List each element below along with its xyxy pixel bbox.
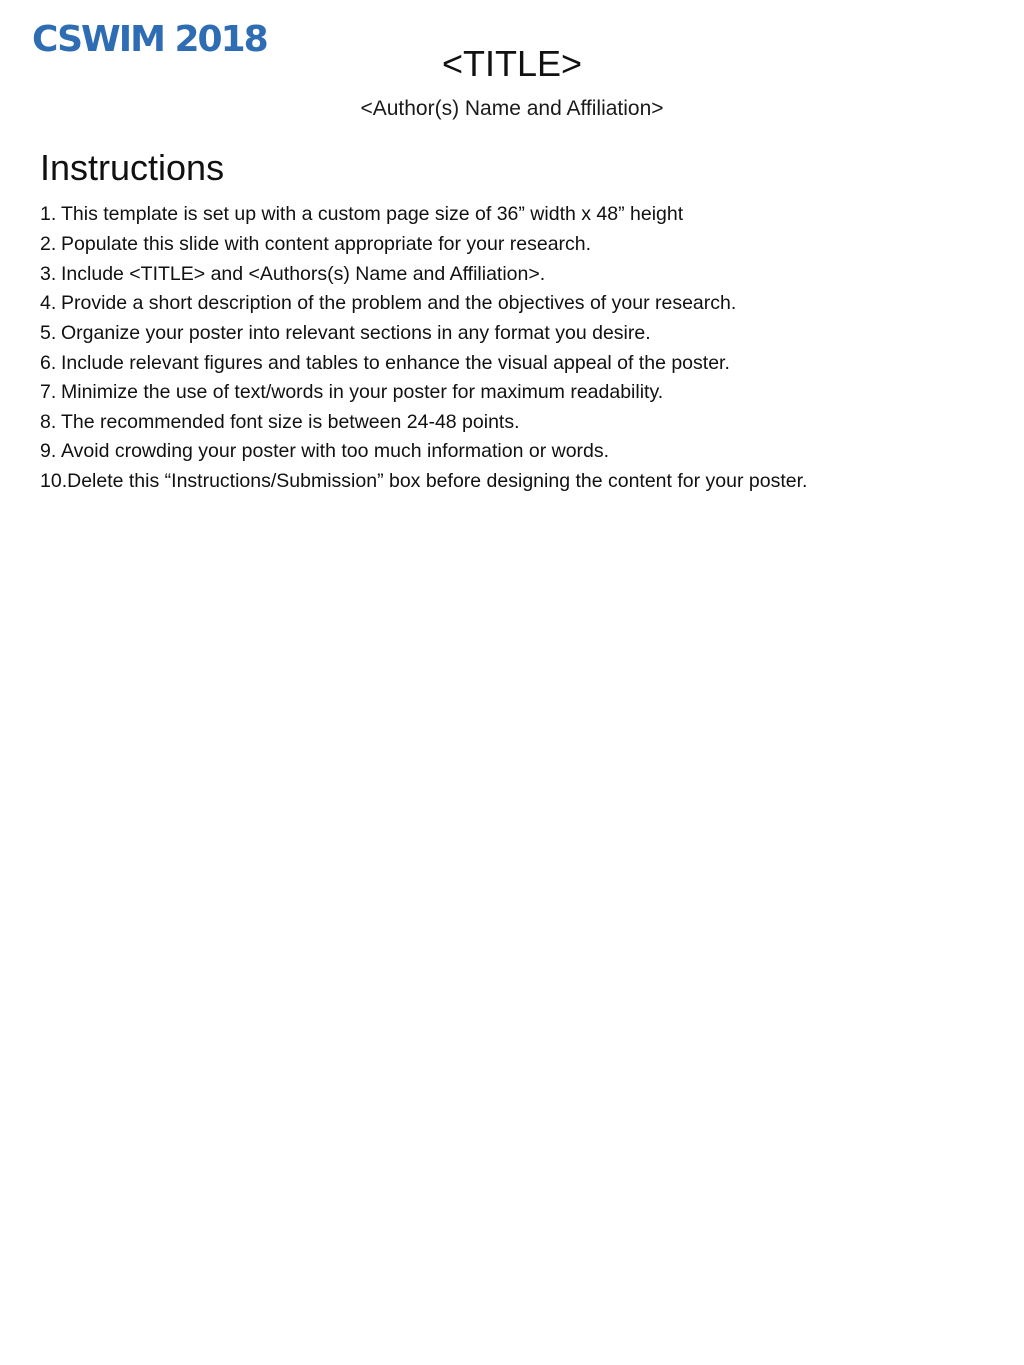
instruction-number: 8. xyxy=(40,410,57,433)
instruction-text: Include relevant figures and tables to enhance the visual appeal of the poster. xyxy=(61,351,730,374)
instruction-item xyxy=(40,259,807,289)
poster-title: <TITLE> xyxy=(441,43,583,84)
instruction-number: 1. xyxy=(40,203,57,226)
instruction-item xyxy=(40,437,807,467)
instructions-list xyxy=(40,200,807,496)
instruction-item xyxy=(40,348,807,378)
instruction-text: Organize your poster into relevant sections in any format you desire. xyxy=(61,321,651,344)
instruction-text: Populate this slide with content appropriate for your research. xyxy=(61,232,592,255)
poster-authors: <Author(s) Name and Affiliation> xyxy=(360,97,664,120)
instructions-heading: Instructions xyxy=(40,147,225,188)
instruction-item xyxy=(40,319,807,349)
instruction-text: Minimize the use of text/words in your poster for maximum readability. xyxy=(61,381,664,404)
instruction-item xyxy=(40,230,807,260)
instruction-number: 4. xyxy=(40,292,57,315)
instruction-text: Include <TITLE> and <Authors(s) Name and Affiliation>. xyxy=(61,262,546,285)
instruction-text: The recommended font size is between 24-48 points. xyxy=(61,410,520,433)
instruction-item xyxy=(40,200,807,230)
instruction-text: Avoid crowding your poster with too much information or words. xyxy=(61,440,610,463)
instruction-text: Provide a short description of the problem and the objectives of your research. xyxy=(61,292,737,315)
instruction-text: Delete this “Instructions/Submission” box before designing the content for your poster. xyxy=(67,470,808,493)
instruction-text: This template is set up with a custom page size of 36” width x 48” height xyxy=(61,203,684,226)
instruction-number: 5. xyxy=(40,321,57,344)
instruction-number: 2. xyxy=(40,232,57,255)
instruction-item xyxy=(40,289,807,319)
instruction-number: 7. xyxy=(40,381,57,404)
instruction-number: 3. xyxy=(40,262,57,285)
instruction-item xyxy=(40,407,807,437)
cswim-logo: CSWIM 2018 xyxy=(32,19,267,60)
instruction-number: 10. xyxy=(40,470,68,493)
instruction-number: 9. xyxy=(40,440,57,463)
instruction-item xyxy=(40,467,807,497)
instruction-number: 6. xyxy=(40,351,57,374)
instruction-item xyxy=(40,378,807,408)
